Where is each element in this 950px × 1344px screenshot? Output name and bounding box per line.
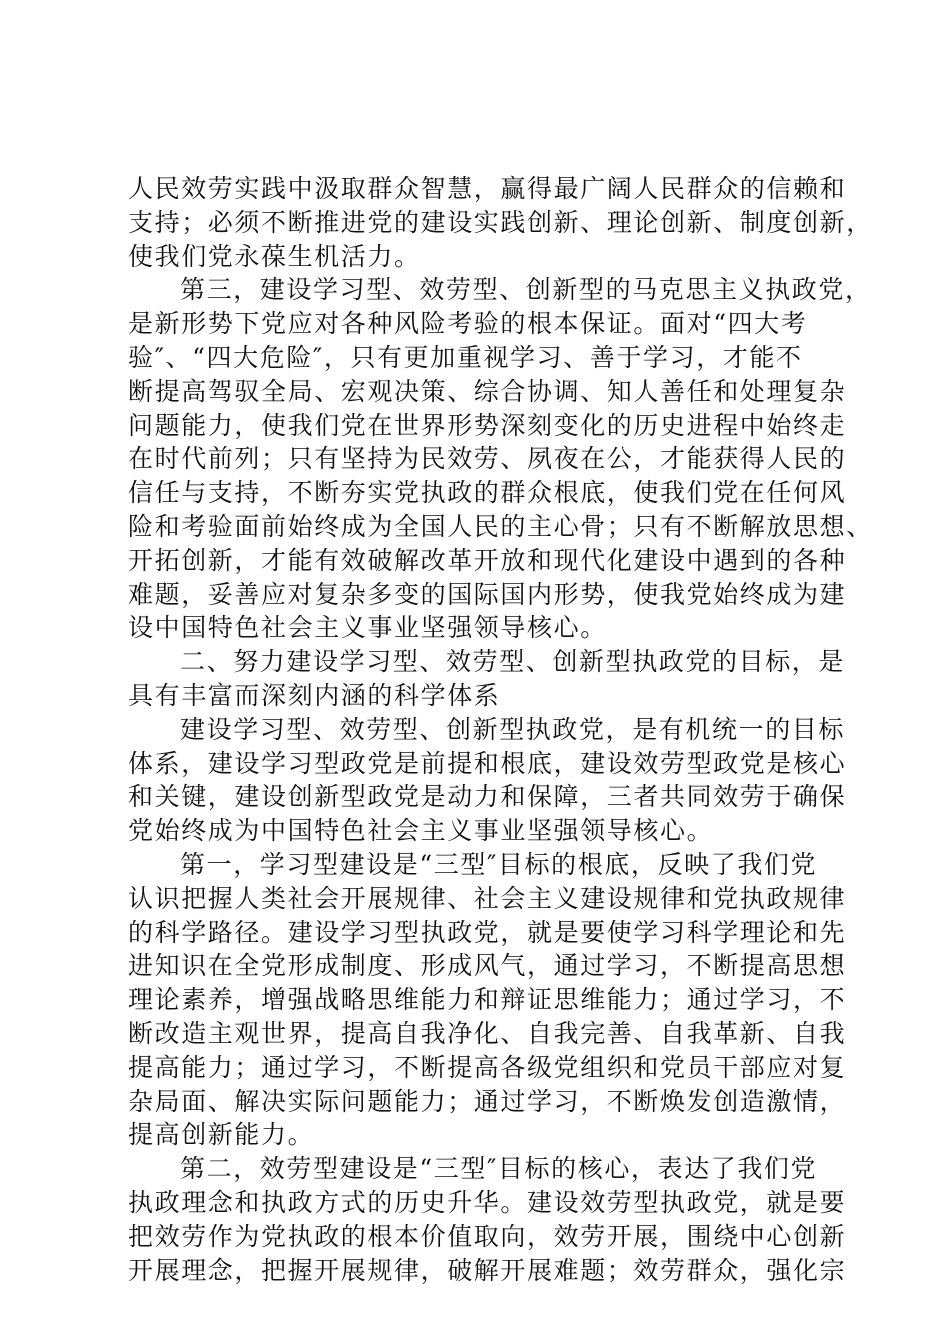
paragraph-start-line: 建设学习型、效劳型、创新型执政党，是有机统一的目标 bbox=[180, 714, 846, 744]
text-line: 提高能力；通过学习，不断提高各级党组织和党员干部应对复 bbox=[128, 1052, 847, 1082]
text-line: 断提高驾驭全局、宏观决策、综合协调、知人善任和处理复杂 bbox=[128, 376, 847, 406]
text-line: 断改造主观世界，提高自我净化、自我完善、自我革新、自我 bbox=[128, 1018, 847, 1048]
section-heading-line: 具有丰富而深刻内涵的科学体系 bbox=[128, 680, 501, 710]
text-line: 难题，妥善应对复杂多变的国际国内形势，使我党始终成为建 bbox=[128, 579, 847, 609]
paragraph-start-line: 第一，学习型建设是“三型″目标的根底，反映了我们党 bbox=[180, 849, 818, 879]
text-line: 和关键，建设创新型政党是动力和保障，三者共同效劳于确保 bbox=[128, 782, 847, 812]
text-line: 理论素养，增强战略思维能力和辩证思维能力；通过学习，不 bbox=[128, 985, 847, 1015]
text-line: 体系，建设学习型政党是前提和根底，建设效劳型政党是核心 bbox=[128, 748, 847, 778]
text-line: 设中国特色社会主义事业坚强领导核心。 bbox=[128, 613, 607, 643]
text-line: 的科学路径。建设学习型执政党，就是要使学习科学理论和先 bbox=[128, 917, 847, 947]
text-line: 进知识在全党形成制度、形成风气，通过学习，不断提高思想 bbox=[128, 951, 847, 981]
text-line: 人民效劳实践中汲取群众智慧，赢得最广阔人民群众的信赖和 bbox=[128, 174, 847, 203]
section-heading-line: 二、努力建设学习型、效劳型、创新型执政党的目标，是 bbox=[180, 647, 846, 677]
text-line: 支持；必须不断推进党的建设实践创新、理论创新、制度创新， bbox=[128, 207, 873, 237]
text-line: 是新形势下党应对各种风险考验的根本保证。面对“四大考 bbox=[128, 309, 808, 339]
paragraph-start-line: 第三，建设学习型、效劳型、创新型的马克思主义执政党， bbox=[180, 275, 872, 305]
text-line: 执政理念和执政方式的历史升华。建设效劳型执政党，就是要 bbox=[128, 1187, 847, 1217]
text-line: 验″、“四大危险″，只有更加重视学习、善于学习，才能不 bbox=[128, 342, 803, 372]
text-line: 信任与支持，不断夯实党执政的群众根底，使我们党在任何风 bbox=[128, 478, 847, 508]
text-line: 在时代前列；只有坚持为民效劳、夙夜在公，才能获得人民的 bbox=[128, 444, 847, 474]
paragraph-start-line: 第二，效劳型建设是“三型″目标的核心，表达了我们党 bbox=[180, 1154, 818, 1184]
text-line: 提高创新能力。 bbox=[128, 1120, 315, 1150]
text-line: 问题能力，使我们党在世界形势深刻变化的历史进程中始终走 bbox=[128, 410, 847, 440]
text-line: 使我们党永葆生机活力。 bbox=[128, 241, 421, 271]
text-line: 杂局面、解决实际问题能力；通过学习，不断焕发创造激情， bbox=[128, 1086, 847, 1116]
text-line: 开展理念，把握开展规律，破解开展难题；效劳群众，强化宗 bbox=[128, 1255, 847, 1285]
text-line: 认识把握人类社会开展规律、社会主义建设规律和党执政规律 bbox=[128, 883, 847, 913]
text-line: 党始终成为中国特色社会主义事业坚强领导核心。 bbox=[128, 816, 714, 846]
text-line: 把效劳作为党执政的根本价值取向，效劳开展，围绕中心创新 bbox=[128, 1221, 847, 1251]
document-body bbox=[128, 172, 873, 1287]
text-line: 险和考验面前始终成为全国人民的主心骨；只有不断解放思想、 bbox=[128, 511, 873, 541]
text-line: 开拓创新，才能有效破解改革开放和现代化建设中遇到的各种 bbox=[128, 545, 847, 575]
